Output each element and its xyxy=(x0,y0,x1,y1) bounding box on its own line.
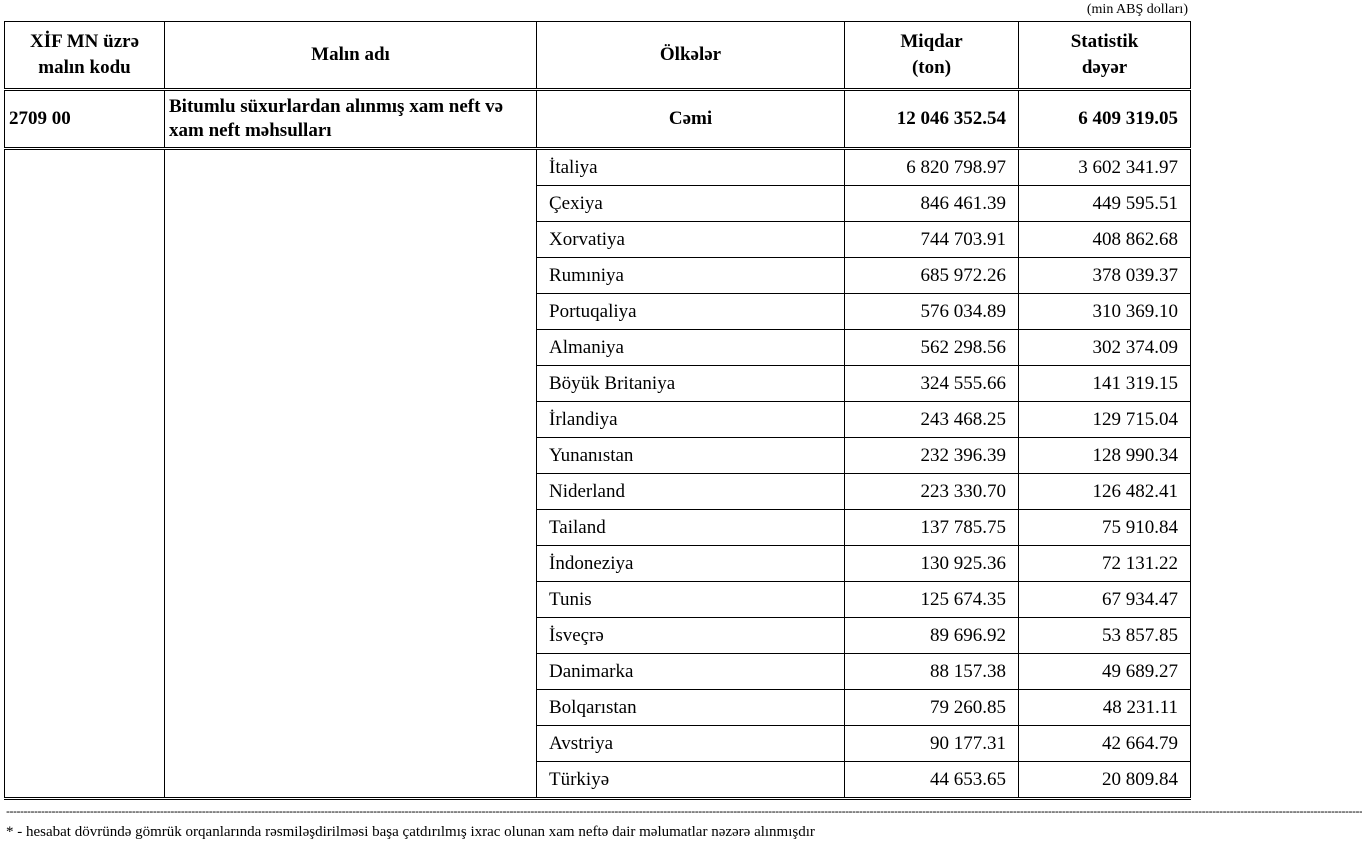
header-name: Malın adı xyxy=(165,22,537,90)
total-row xyxy=(5,90,1191,149)
value-cell: 128 990.34 xyxy=(1019,438,1191,474)
quantity-cell: 243 468.25 xyxy=(845,402,1019,438)
value-cell: 72 131.22 xyxy=(1019,546,1191,582)
country-cell: Bolqarıstan xyxy=(537,690,845,726)
country-cell: Rumıniya xyxy=(537,258,845,294)
quantity-cell: 88 157.38 xyxy=(845,654,1019,690)
quantity-cell: 44 653.65 xyxy=(845,762,1019,799)
country-cell: İndoneziya xyxy=(537,546,845,582)
total-quantity: 12 046 352.54 xyxy=(845,90,1019,149)
value-cell: 67 934.47 xyxy=(1019,582,1191,618)
value-cell: 302 374.09 xyxy=(1019,330,1191,366)
total-label: Cəmi xyxy=(537,90,845,149)
value-cell: 378 039.37 xyxy=(1019,258,1191,294)
total-value: 6 409 319.05 xyxy=(1019,90,1191,149)
country-cell: İsveçrə xyxy=(537,618,845,654)
quantity-cell: 6 820 798.97 xyxy=(845,149,1019,186)
divider-dashes: ---------------------------------------------------------------------------------------------------------------------------------------------------------------------------------------------------------------------------------------------------------------------------------------------------------------------------------------------------------------------------------------------------- xyxy=(6,804,1362,818)
quantity-cell: 744 703.91 xyxy=(845,222,1019,258)
country-cell: Danimarka xyxy=(537,654,845,690)
quantity-cell: 223 330.70 xyxy=(845,474,1019,510)
value-cell: 75 910.84 xyxy=(1019,510,1191,546)
quantity-cell: 576 034.89 xyxy=(845,294,1019,330)
country-cell: Böyük Britaniya xyxy=(537,366,845,402)
value-cell: 3 602 341.97 xyxy=(1019,149,1191,186)
quantity-cell: 846 461.39 xyxy=(845,186,1019,222)
country-cell: Xorvatiya xyxy=(537,222,845,258)
value-cell: 53 857.85 xyxy=(1019,618,1191,654)
header-value: Statistik dəyər xyxy=(1019,22,1191,90)
quantity-cell: 324 555.66 xyxy=(845,366,1019,402)
quantity-cell: 137 785.75 xyxy=(845,510,1019,546)
country-cell: Tunis xyxy=(537,582,845,618)
header-quantity: Miqdar (ton) xyxy=(845,22,1019,90)
value-cell: 126 482.41 xyxy=(1019,474,1191,510)
value-cell: 42 664.79 xyxy=(1019,726,1191,762)
country-cell: Almaniya xyxy=(537,330,845,366)
country-cell: İtaliya xyxy=(537,149,845,186)
country-cell: Türkiyə xyxy=(537,762,845,799)
value-cell: 449 595.51 xyxy=(1019,186,1191,222)
table-header-row xyxy=(5,22,1191,90)
quantity-cell: 562 298.56 xyxy=(845,330,1019,366)
country-cell: Avstriya xyxy=(537,726,845,762)
country-cell: Tailand xyxy=(537,510,845,546)
unit-note: (min ABŞ dolları) xyxy=(1086,2,1188,17)
value-cell: 310 369.10 xyxy=(1019,294,1191,330)
quantity-cell: 125 674.35 xyxy=(845,582,1019,618)
header-countries: Ölkələr xyxy=(537,22,845,90)
quantity-cell: 89 696.92 xyxy=(845,618,1019,654)
product-name: Bitumlu süxurlardan alınmış xam neft və xam neft məhsulları xyxy=(165,90,537,149)
quantity-cell: 79 260.85 xyxy=(845,690,1019,726)
export-table xyxy=(4,21,1191,800)
value-cell: 129 715.04 xyxy=(1019,402,1191,438)
value-cell: 408 862.68 xyxy=(1019,222,1191,258)
footnote: * - hesabat dövründə gömrük orqanlarında rəsmiləşdirilməsi başa çatdırılmış ixrac olunan xam neftə dair məlumatlar nəzərə alınmışdır xyxy=(6,824,815,840)
value-cell: 20 809.84 xyxy=(1019,762,1191,799)
quantity-cell: 685 972.26 xyxy=(845,258,1019,294)
country-cell: İrlandiya xyxy=(537,402,845,438)
country-cell: Portuqaliya xyxy=(537,294,845,330)
blank-name-cell xyxy=(165,149,537,799)
blank-code-cell xyxy=(5,149,165,799)
country-cell: Çexiya xyxy=(537,186,845,222)
country-cell: Niderland xyxy=(537,474,845,510)
value-cell: 49 689.27 xyxy=(1019,654,1191,690)
value-cell: 141 319.15 xyxy=(1019,366,1191,402)
quantity-cell: 90 177.31 xyxy=(845,726,1019,762)
quantity-cell: 130 925.36 xyxy=(845,546,1019,582)
product-code: 2709 00 xyxy=(5,90,165,149)
table-row xyxy=(5,149,1191,186)
country-cell: Yunanıstan xyxy=(537,438,845,474)
value-cell: 48 231.11 xyxy=(1019,690,1191,726)
header-code: XİF MN üzrə malın kodu xyxy=(5,22,165,90)
quantity-cell: 232 396.39 xyxy=(845,438,1019,474)
